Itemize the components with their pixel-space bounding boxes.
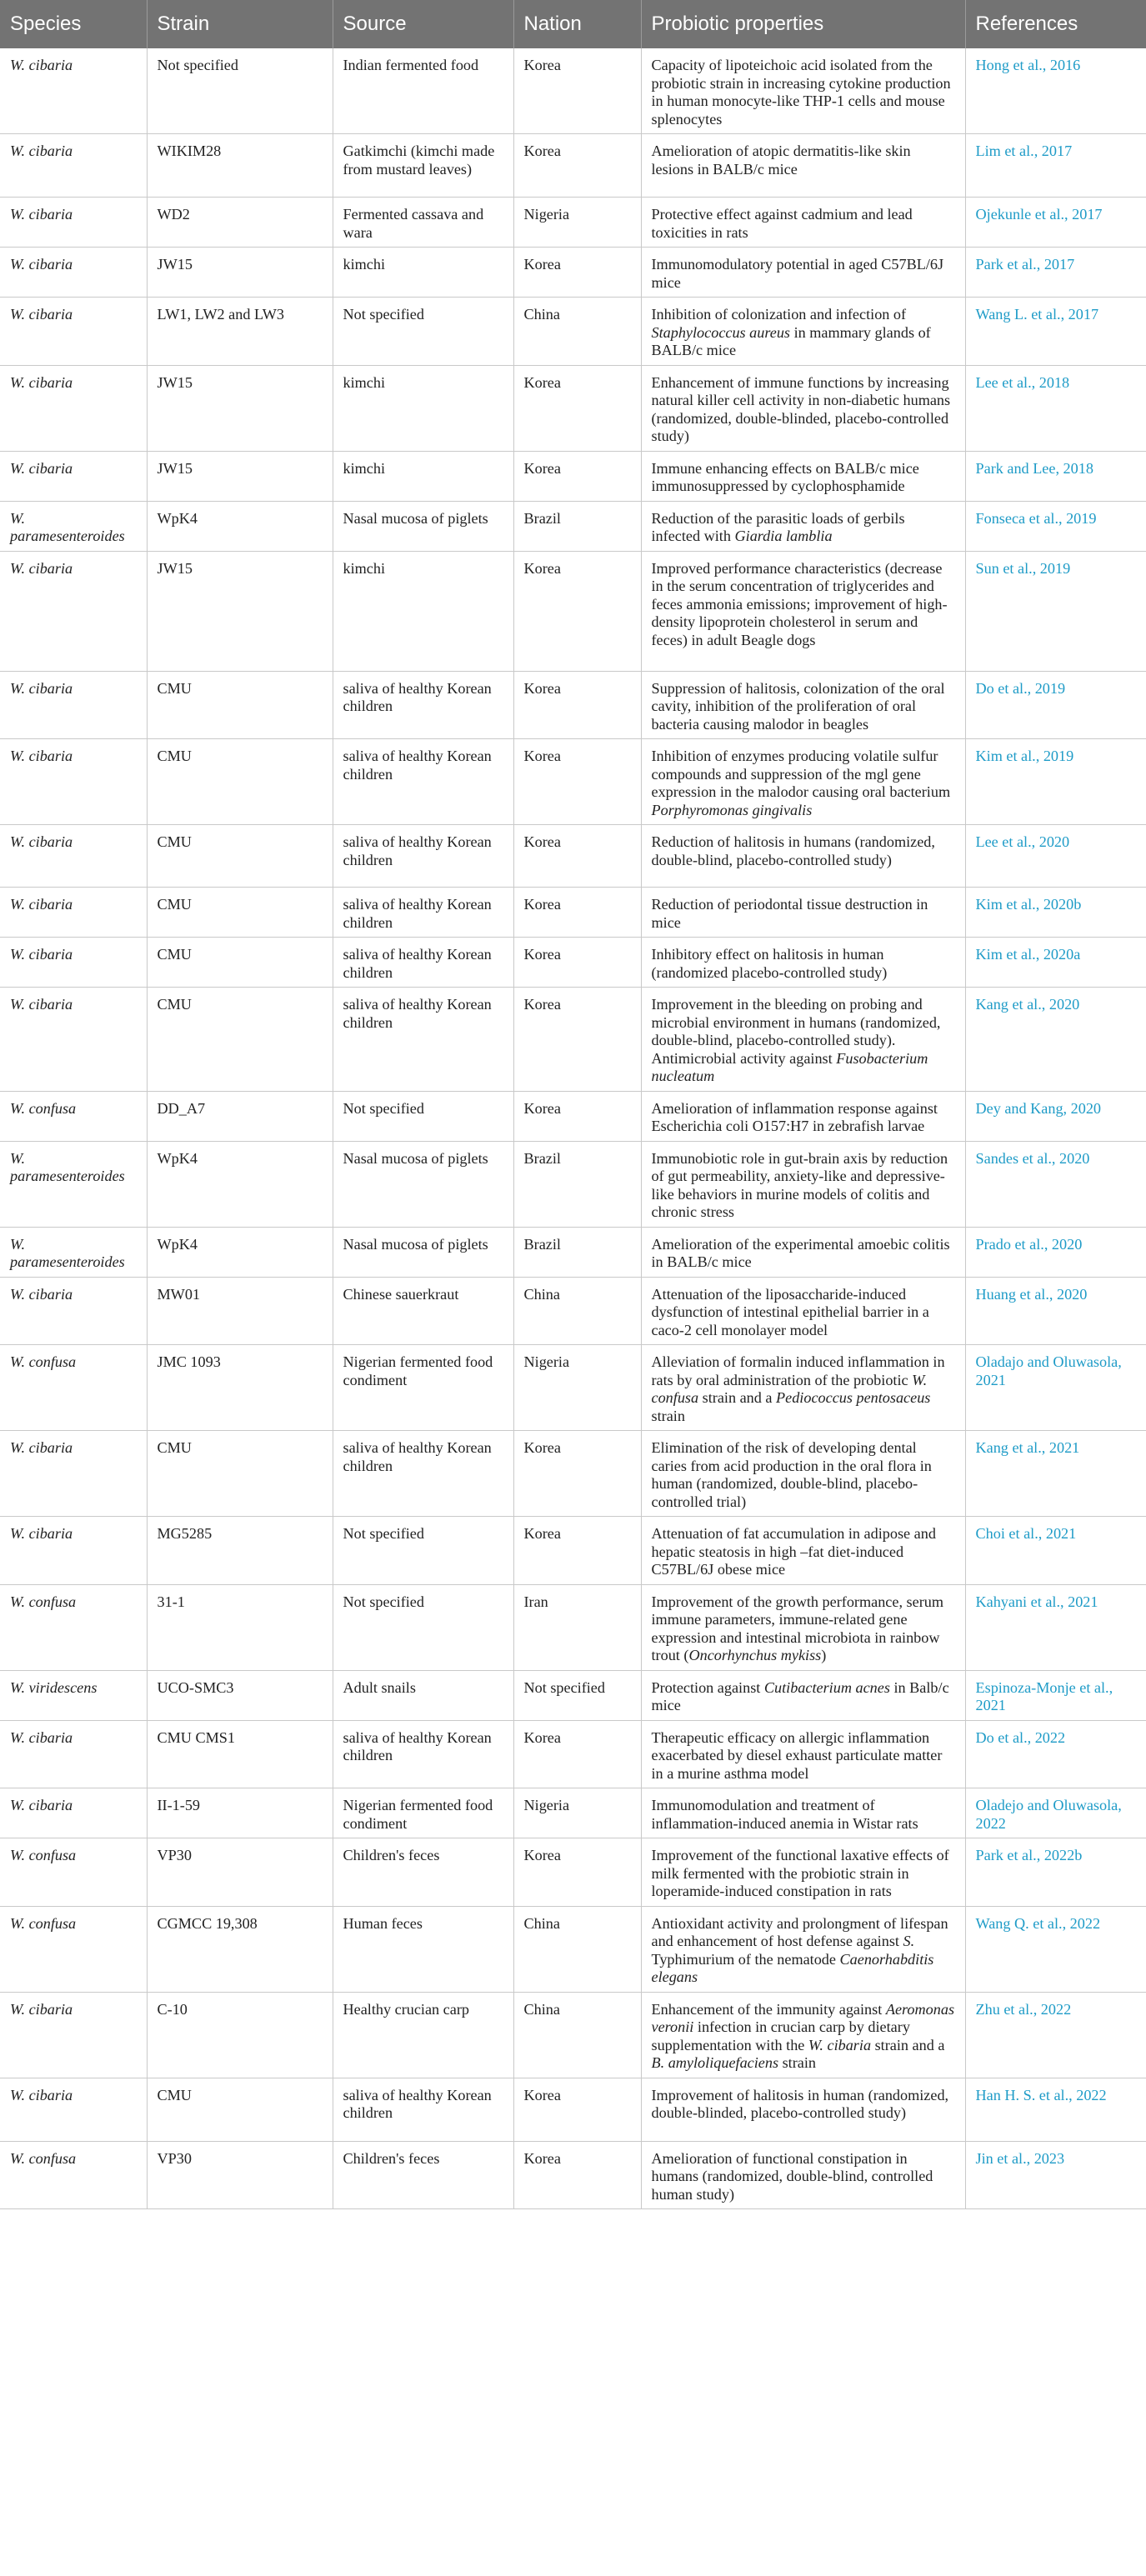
cell-source: Chinese sauerkraut: [333, 1277, 513, 1345]
cell-strain: CMU CMS1: [147, 1720, 333, 1788]
cell-source: saliva of healthy Korean children: [333, 1720, 513, 1788]
cell-probiotic-properties: [641, 1670, 965, 1720]
cell-nation: Korea: [513, 739, 641, 825]
header-strain: Strain: [147, 0, 333, 48]
text-segment: Improvement of the growth performance, serum immune parameters, immune-related gene expression and intestinal microbiota in rainbow trout (: [651, 1593, 943, 1663]
cell-nation: Korea: [513, 888, 641, 938]
cell-nation: Iran: [513, 1584, 641, 1670]
cell-strain: JW15: [147, 451, 333, 501]
cell-source: kimchi: [333, 248, 513, 298]
cell-probiotic-properties: Reduction of halitosis in humans (randomized, double-blind, placebo-controlled study): [641, 825, 965, 888]
cell-source: Adult snails: [333, 1670, 513, 1720]
cell-source: Nasal mucosa of piglets: [333, 501, 513, 551]
header-nation: Nation: [513, 0, 641, 48]
cell-reference-link[interactable]: Prado et al., 2020: [965, 1227, 1146, 1277]
cell-strain: 31-1: [147, 1584, 333, 1670]
cell-strain: JW15: [147, 365, 333, 451]
header-source: Source: [333, 0, 513, 48]
table-row: [0, 1788, 1146, 1838]
cell-probiotic-properties: Improvement of halitosis in human (randomized, double-blinded, placebo-controlled study): [641, 2078, 965, 2141]
cell-nation: Brazil: [513, 1141, 641, 1227]
text-segment: strain and a: [871, 2036, 945, 2053]
cell-probiotic-properties: [641, 1906, 965, 1992]
cell-probiotic-properties: Reduction of periodontal tissue destruction in mice: [641, 888, 965, 938]
cell-reference-link[interactable]: Wang L. et al., 2017: [965, 298, 1146, 366]
cell-strain: WpK4: [147, 501, 333, 551]
italic-term: S.: [903, 1933, 915, 1949]
cell-reference-link[interactable]: Zhu et al., 2022: [965, 1992, 1146, 2078]
cell-nation: Brazil: [513, 1227, 641, 1277]
italic-term: Aeromonas veronii: [651, 2000, 955, 2035]
cell-strain: WpK4: [147, 1141, 333, 1227]
cell-nation: Korea: [513, 1720, 641, 1788]
table-row: [0, 2078, 1146, 2141]
cell-nation: Korea: [513, 2078, 641, 2141]
table-row: [0, 1517, 1146, 1585]
cell-strain: JMC 1093: [147, 1345, 333, 1431]
cell-reference-link[interactable]: Sandes et al., 2020: [965, 1141, 1146, 1227]
cell-strain: CMU: [147, 988, 333, 1092]
cell-nation: Korea: [513, 988, 641, 1092]
table-row: [0, 1584, 1146, 1670]
cell-source: Nigerian fermented food condiment: [333, 1345, 513, 1431]
text-segment: Inhibition of colonization and infection of: [651, 306, 907, 323]
cell-source: saliva of healthy Korean children: [333, 825, 513, 888]
cell-nation: Korea: [513, 451, 641, 501]
cell-species: W. confusa: [0, 2141, 147, 2209]
cell-strain: CMU: [147, 825, 333, 888]
cell-reference-link[interactable]: Lim et al., 2017: [965, 134, 1146, 198]
cell-probiotic-properties: [641, 739, 965, 825]
header-species: Species: [0, 0, 147, 48]
table-row: [0, 1992, 1146, 2078]
cell-probiotic-properties: [641, 988, 965, 1092]
cell-strain: CGMCC 19,308: [147, 1906, 333, 1992]
cell-nation: Nigeria: [513, 1788, 641, 1838]
cell-nation: China: [513, 1906, 641, 1992]
cell-nation: China: [513, 298, 641, 366]
table-row: [0, 1345, 1146, 1431]
cell-species: W. cibaria: [0, 825, 147, 888]
italic-term: Cutibacterium acnes: [763, 1678, 890, 1696]
cell-probiotic-properties: Immunomodulation and treatment of inflammation-induced anemia in Wistar rats: [641, 1788, 965, 1838]
cell-source: Nigerian fermented food condiment: [333, 1788, 513, 1838]
text-segment: Antioxidant activity and prolongment of lifespan and enhancement of host defense against: [651, 1914, 948, 1949]
table-row: [0, 298, 1146, 366]
cell-reference-link[interactable]: Kim et al., 2020b: [965, 888, 1146, 938]
table-row: [0, 825, 1146, 888]
cell-reference-link[interactable]: Kahyani et al., 2021: [965, 1584, 1146, 1670]
cell-reference-link[interactable]: Fonseca et al., 2019: [965, 501, 1146, 551]
table-row: [0, 1720, 1146, 1788]
table-row: [0, 248, 1146, 298]
cell-probiotic-properties: Amelioration of atopic dermatitis-like skin lesions in BALB/c mice: [641, 134, 965, 198]
cell-nation: Korea: [513, 1091, 641, 1141]
cell-species: W. cibaria: [0, 1720, 147, 1788]
cell-nation: Korea: [513, 671, 641, 739]
cell-species: W. cibaria: [0, 938, 147, 988]
cell-nation: Korea: [513, 1517, 641, 1585]
cell-nation: Not specified: [513, 1670, 641, 1720]
cell-strain: C-10: [147, 1992, 333, 2078]
cell-species: W. cibaria: [0, 365, 147, 451]
cell-source: Not specified: [333, 1517, 513, 1585]
table-row: [0, 1227, 1146, 1277]
italic-term: Fusobacterium nucleatum: [651, 1049, 928, 1084]
cell-strain: WpK4: [147, 1227, 333, 1277]
cell-strain: LW1, LW2 and LW3: [147, 298, 333, 366]
table-row: [0, 365, 1146, 451]
cell-probiotic-properties: Amelioration of the experimental amoebic colitis in BALB/c mice: [641, 1227, 965, 1277]
text-segment: Enhancement of the immunity against: [651, 2000, 886, 2018]
table-row: [0, 551, 1146, 671]
cell-source: Children's feces: [333, 2141, 513, 2209]
italic-term: W. cibaria: [808, 2036, 872, 2053]
cell-reference-link[interactable]: Huang et al., 2020: [965, 1277, 1146, 1345]
cell-nation: Korea: [513, 248, 641, 298]
cell-nation: Korea: [513, 2141, 641, 2209]
table-row: [0, 988, 1146, 1092]
table-row: [0, 501, 1146, 551]
text-segment: Typhimurium of the nematode: [651, 1950, 840, 1968]
cell-species: W. cibaria: [0, 1277, 147, 1345]
cell-reference-link[interactable]: Ojekunle et al., 2017: [965, 198, 1146, 248]
cell-reference-link[interactable]: Kim et al., 2020a: [965, 938, 1146, 988]
cell-probiotic-properties: [641, 298, 965, 366]
italic-term: W. confusa: [651, 1371, 928, 1406]
table-row: [0, 1277, 1146, 1345]
cell-source: Not specified: [333, 1584, 513, 1670]
cell-nation: China: [513, 1277, 641, 1345]
cell-source: Human feces: [333, 1906, 513, 1992]
table-row: [0, 1141, 1146, 1227]
cell-strain: JW15: [147, 248, 333, 298]
cell-species: W. confusa: [0, 1345, 147, 1431]
cell-reference-link[interactable]: Espinoza-Monje et al., 2021: [965, 1670, 1146, 1720]
table-row: [0, 48, 1146, 134]
table-row: [0, 1670, 1146, 1720]
header-references: References: [965, 0, 1146, 48]
cell-species: W. cibaria: [0, 134, 147, 198]
cell-species: W. paramesenteroides: [0, 1141, 147, 1227]
cell-species: W. cibaria: [0, 551, 147, 671]
cell-strain: VP30: [147, 2141, 333, 2209]
cell-source: kimchi: [333, 551, 513, 671]
cell-source: Nasal mucosa of piglets: [333, 1141, 513, 1227]
text-segment: Protection against: [651, 1678, 764, 1696]
table-row: [0, 888, 1146, 938]
cell-reference-link[interactable]: Kang et al., 2021: [965, 1431, 1146, 1517]
cell-strain: VP30: [147, 1838, 333, 1907]
text-segment: in mammary glands of BALB/c mice: [651, 323, 931, 358]
cell-probiotic-properties: Immune enhancing effects on BALB/c mice immunosuppressed by cyclophosphamide: [641, 451, 965, 501]
table-row: [0, 198, 1146, 248]
cell-species: W. confusa: [0, 1838, 147, 1907]
cell-strain: CMU: [147, 671, 333, 739]
cell-probiotic-properties: [641, 1992, 965, 2078]
italic-term: Giardia lamblia: [734, 528, 833, 544]
cell-source: Gatkimchi (kimchi made from mustard leaves): [333, 134, 513, 198]
cell-reference-link[interactable]: Choi et al., 2021: [965, 1517, 1146, 1585]
cell-nation: China: [513, 1992, 641, 2078]
cell-species: W. cibaria: [0, 298, 147, 366]
cell-strain: CMU: [147, 2078, 333, 2141]
cell-source: saliva of healthy Korean children: [333, 739, 513, 825]
cell-probiotic-properties: Protective effect against cadmium and lead toxicities in rats: [641, 198, 965, 248]
cell-source: saliva of healthy Korean children: [333, 1431, 513, 1517]
cell-reference-link[interactable]: Dey and Kang, 2020: [965, 1091, 1146, 1141]
cell-probiotic-properties: Improvement of the functional laxative effects of milk fermented with the probiotic strain in loperamide-induced constipation in rats: [641, 1838, 965, 1907]
cell-strain: JW15: [147, 551, 333, 671]
table-row: [0, 451, 1146, 501]
cell-reference-link[interactable]: Oladejo and Oluwasola, 2022: [965, 1788, 1146, 1838]
table-row: [0, 1906, 1146, 1992]
table-row: [0, 671, 1146, 739]
cell-probiotic-properties: Immunobiotic role in gut-brain axis by reduction of gut permeability, anxiety-like and depressive-like behaviors in murine models of colitis and chronic stress: [641, 1141, 965, 1227]
text-segment: in Balb/c mice: [651, 1678, 949, 1713]
cell-probiotic-properties: Amelioration of inflammation response against Escherichia coli O157:H7 in zebrafish larvae: [641, 1091, 965, 1141]
cell-probiotic-properties: Therapeutic efficacy on allergic inflammation exacerbated by diesel exhaust particulate matter in a murine asthma model: [641, 1720, 965, 1788]
cell-nation: Korea: [513, 1431, 641, 1517]
table-row: [0, 739, 1146, 825]
header-row: [0, 0, 1146, 48]
cell-probiotic-properties: Attenuation of fat accumulation in adipose and hepatic steatosis in high –fat diet-induced C57BL/6J obese mice: [641, 1517, 965, 1585]
cell-source: saliva of healthy Korean children: [333, 2078, 513, 2141]
italic-term: Staphylococcus aureus: [651, 323, 791, 341]
cell-probiotic-properties: Immunomodulatory potential in aged C57BL/6J mice: [641, 248, 965, 298]
cell-source: Nasal mucosa of piglets: [333, 1227, 513, 1277]
cell-species: W. confusa: [0, 1906, 147, 1992]
cell-species: W. cibaria: [0, 739, 147, 825]
cell-source: saliva of healthy Korean children: [333, 938, 513, 988]
cell-probiotic-properties: [641, 1345, 965, 1431]
cell-source: kimchi: [333, 365, 513, 451]
cell-reference-link[interactable]: Kang et al., 2020: [965, 988, 1146, 1092]
italic-term: B. amyloliquefaciens: [651, 2054, 779, 2071]
cell-reference-link[interactable]: Park and Lee, 2018: [965, 451, 1146, 501]
cell-strain: CMU: [147, 888, 333, 938]
cell-species: W. cibaria: [0, 1788, 147, 1838]
cell-probiotic-properties: Amelioration of functional constipation in humans (randomized, double-blind, controlled human study): [641, 2141, 965, 2209]
cell-probiotic-properties: [641, 501, 965, 551]
cell-reference-link[interactable]: Sun et al., 2019: [965, 551, 1146, 671]
cell-nation: Korea: [513, 825, 641, 888]
text-segment: ): [821, 1647, 827, 1663]
cell-species: W. confusa: [0, 1091, 147, 1141]
cell-probiotic-properties: Elimination of the risk of developing dental caries from acid production in the oral flora in human (randomized, double-blind, placebo-controlled trial): [641, 1431, 965, 1517]
text-segment: Inhibition of enzymes producing volatile sulfur compounds and suppression of the mgl gene expression in the malodor causing oral bacterium: [651, 748, 951, 800]
cell-species: W. cibaria: [0, 198, 147, 248]
cell-probiotic-properties: Improved performance characteristics (decrease in the serum concentration of triglycerides and feces ammonia emissions; improvement of high-density lipoprotein cholesterol in serum and feces) in adult Beagle dogs: [641, 551, 965, 671]
cell-probiotic-properties: Attenuation of the liposaccharide-induced dysfunction of intestinal epithelial barrier in a caco-2 cell monolayer model: [641, 1277, 965, 1345]
header-probiotic-properties: Probiotic properties: [641, 0, 965, 48]
cell-species: W. confusa: [0, 1584, 147, 1670]
cell-species: W. cibaria: [0, 48, 147, 134]
cell-strain: UCO-SMC3: [147, 1670, 333, 1720]
cell-strain: WIKIM28: [147, 134, 333, 198]
cell-strain: WD2: [147, 198, 333, 248]
cell-species: W. cibaria: [0, 451, 147, 501]
cell-strain: Not specified: [147, 48, 333, 134]
cell-source: saliva of healthy Korean children: [333, 671, 513, 739]
cell-reference-link[interactable]: Jin et al., 2023: [965, 2141, 1146, 2209]
text-segment: strain: [778, 2054, 817, 2071]
cell-species: W. paramesenteroides: [0, 1227, 147, 1277]
cell-species: W. cibaria: [0, 988, 147, 1092]
cell-nation: Korea: [513, 938, 641, 988]
cell-nation: Korea: [513, 1838, 641, 1907]
cell-source: Fermented cassava and wara: [333, 198, 513, 248]
cell-species: W. cibaria: [0, 2078, 147, 2141]
cell-reference-link[interactable]: Do et al., 2022: [965, 1720, 1146, 1788]
cell-source: Not specified: [333, 298, 513, 366]
cell-species: W. cibaria: [0, 888, 147, 938]
cell-source: Healthy crucian carp: [333, 1992, 513, 2078]
table-row: [0, 1431, 1146, 1517]
cell-nation: Korea: [513, 365, 641, 451]
italic-term: Pediococcus pentosaceus: [776, 1389, 931, 1406]
cell-nation: Nigeria: [513, 198, 641, 248]
cell-reference-link[interactable]: Lee et al., 2020: [965, 825, 1146, 888]
cell-probiotic-properties: Suppression of halitosis, colonization of the oral cavity, inhibition of the proliferation of oral bacteria causing malodor in beagles: [641, 671, 965, 739]
cell-reference-link[interactable]: Han H. S. et al., 2022: [965, 2078, 1146, 2141]
cell-nation: Nigeria: [513, 1345, 641, 1431]
cell-reference-link[interactable]: Wang Q. et al., 2022: [965, 1906, 1146, 1992]
italic-term: Oncorhynchus mykiss: [688, 1647, 822, 1663]
text-segment: infection in crucian carp by dietary supplementation with the: [651, 2018, 910, 2053]
cell-species: W. cibaria: [0, 671, 147, 739]
cell-species: W. cibaria: [0, 1992, 147, 2078]
cell-strain: CMU: [147, 739, 333, 825]
cell-nation: Korea: [513, 551, 641, 671]
text-segment: Reduction of the parasitic loads of gerbils infected with: [651, 509, 905, 544]
cell-source: saliva of healthy Korean children: [333, 888, 513, 938]
cell-species: W. cibaria: [0, 1517, 147, 1585]
table-row: [0, 938, 1146, 988]
cell-probiotic-properties: Capacity of lipoteichoic acid isolated from the probiotic strain in increasing cytokine production in human monocyte-like THP-1 cells and mouse splenocytes: [641, 48, 965, 134]
cell-strain: DD_A7: [147, 1091, 333, 1141]
table-row: [0, 1091, 1146, 1141]
table-row: [0, 134, 1146, 198]
cell-strain: II-1-59: [147, 1788, 333, 1838]
cell-reference-link[interactable]: Do et al., 2019: [965, 671, 1146, 739]
table-row: [0, 1838, 1146, 1907]
cell-reference-link[interactable]: Oladajo and Oluwasola, 2021: [965, 1345, 1146, 1431]
cell-reference-link[interactable]: Park et al., 2022b: [965, 1838, 1146, 1907]
cell-reference-link[interactable]: Hong et al., 2016: [965, 48, 1146, 134]
text-segment: strain and a: [698, 1389, 777, 1406]
cell-species: W. cibaria: [0, 1431, 147, 1517]
cell-species: W. viridescens: [0, 1670, 147, 1720]
cell-probiotic-properties: Inhibitory effect on halitosis in human (randomized placebo-controlled study): [641, 938, 965, 988]
cell-source: saliva of healthy Korean children: [333, 988, 513, 1092]
cell-reference-link[interactable]: Park et al., 2017: [965, 248, 1146, 298]
cell-strain: CMU: [147, 938, 333, 988]
cell-source: Not specified: [333, 1091, 513, 1141]
cell-nation: Korea: [513, 48, 641, 134]
cell-strain: MW01: [147, 1277, 333, 1345]
cell-strain: CMU: [147, 1431, 333, 1517]
cell-reference-link[interactable]: Kim et al., 2019: [965, 739, 1146, 825]
italic-term: Caenorhabditis elegans: [651, 1950, 934, 1985]
cell-species: W. cibaria: [0, 248, 147, 298]
cell-strain: MG5285: [147, 1517, 333, 1585]
text-segment: Alleviation of formalin induced inflammation in rats by oral administration of the probiotic: [651, 1353, 945, 1388]
cell-source: Indian fermented food: [333, 48, 513, 134]
cell-species: W. paramesenteroides: [0, 501, 147, 551]
text-segment: Improvement in the bleeding on probing and microbial environment in humans (randomized, double-blind, placebo-controlled study). Antimicrobial activity against: [651, 996, 941, 1067]
table-row: [0, 2141, 1146, 2209]
italic-term: Porphyromonas gingivalis: [651, 801, 813, 818]
cell-source: kimchi: [333, 451, 513, 501]
cell-nation: Korea: [513, 134, 641, 198]
cell-probiotic-properties: [641, 1584, 965, 1670]
cell-probiotic-properties: Enhancement of immune functions by increasing natural killer cell activity in non-diabetic humans (randomized, double-blinded, placebo-controlled study): [641, 365, 965, 451]
cell-reference-link[interactable]: Lee et al., 2018: [965, 365, 1146, 451]
text-segment: strain: [651, 1407, 685, 1424]
cell-source: Children's feces: [333, 1838, 513, 1907]
cell-nation: Brazil: [513, 501, 641, 551]
